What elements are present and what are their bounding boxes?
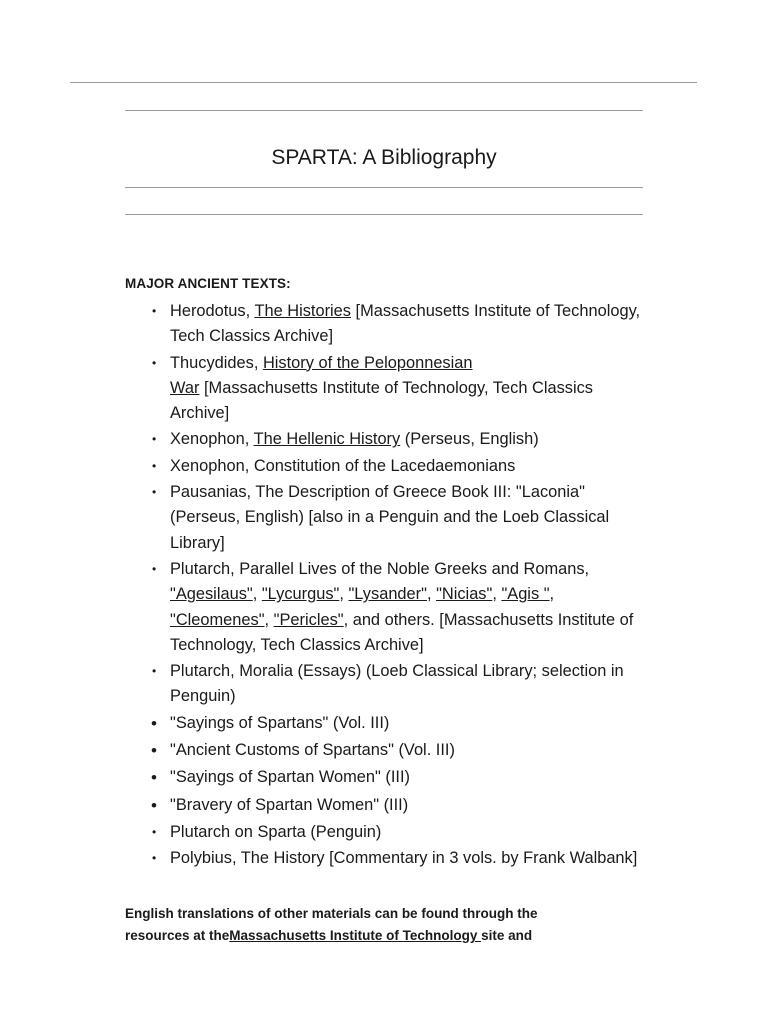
item-text: , and others. [Massachusetts Institute of Technology, Tech Classics Archive]: [170, 610, 634, 654]
item-text: [Massachusetts Institute of Technology, Tech Classics Archive]: [170, 302, 641, 346]
item-text: Thucydides,: [170, 353, 263, 372]
item-text: Xenophon,: [170, 430, 254, 449]
link-hellenic-history[interactable]: The Hellenic History: [253, 430, 401, 449]
list-item: • Pausanias, The Description of Greece Book III: "Laconia" (Perseus, English) [also in a Penguin and the Loeb Classical Library]: [125, 480, 655, 556]
list-item: • Xenophon, Constitution of the Lacedaemonians: [125, 454, 655, 479]
section-divider: [125, 214, 643, 215]
link-lycurgus[interactable]: "Lycurgus": [261, 585, 340, 604]
separator: ,: [549, 585, 555, 604]
item-text: (Perseus, English): [400, 430, 539, 449]
section-heading: MAJOR ANCIENT TEXTS:: [125, 276, 291, 291]
link-history-peloponnesian-war[interactable]: History of the Peloponnesian: [262, 353, 473, 372]
link-mit[interactable]: Massachusetts Institute of Technology: [229, 928, 482, 943]
list-item: [125, 427, 655, 452]
item-text: Herodotus,: [170, 302, 255, 320]
title-divider-top: [125, 110, 643, 111]
link-pericles[interactable]: "Pericles": [273, 610, 344, 629]
list-item: [125, 557, 655, 658]
separator: ,: [252, 585, 262, 604]
link-lysander[interactable]: "Lysander": [348, 585, 427, 604]
item-text: [Massachusetts Institute of Technology, Tech Classics Archive]: [170, 378, 594, 423]
separator: ,: [426, 585, 437, 604]
link-history-peloponnesian-war-cont[interactable]: War: [170, 378, 200, 397]
list-item: • Polybius, The History [Commentary in 3 vols. by Frank Walbank]: [125, 846, 655, 871]
title-divider-bottom: [125, 187, 643, 188]
link-nicias[interactable]: "Nicias": [436, 585, 493, 604]
list-item: • "Bravery of Spartan Women" (III): [125, 793, 655, 818]
list-item: • Plutarch on Sparta (Penguin): [125, 820, 655, 845]
list-item: • Plutarch, Moralia (Essays) (Loeb Classical Library; selection in Penguin): [125, 659, 655, 710]
link-cleomenes[interactable]: "Cleomenes": [170, 610, 265, 629]
list-item: • "Sayings of Spartans" (Vol. III): [125, 711, 655, 736]
link-agesilaus[interactable]: "Agesilaus": [170, 585, 253, 604]
separator: ,: [264, 610, 274, 629]
page-title: SPARTA: A Bibliography: [271, 146, 497, 169]
list-item: • "Ancient Customs of Spartans" (Vol. III): [125, 738, 655, 763]
ancient-texts-list: [125, 299, 655, 873]
separator: ,: [492, 585, 502, 604]
footer-text: English translations of other materials can be found through the resources at the: [125, 906, 538, 943]
list-item: [125, 351, 655, 427]
footer-note: [125, 903, 605, 947]
link-the-histories[interactable]: The Histories: [254, 302, 351, 320]
link-agis[interactable]: "Agis ": [501, 585, 550, 604]
list-item: [125, 299, 655, 350]
top-divider: [70, 82, 697, 83]
list-item: • "Sayings of Spartan Women" (III): [125, 765, 655, 790]
footer-text: site and: [481, 928, 533, 943]
item-text: Plutarch, Parallel Lives of the Noble Greeks and Romans,: [170, 559, 590, 578]
separator: ,: [339, 585, 349, 604]
